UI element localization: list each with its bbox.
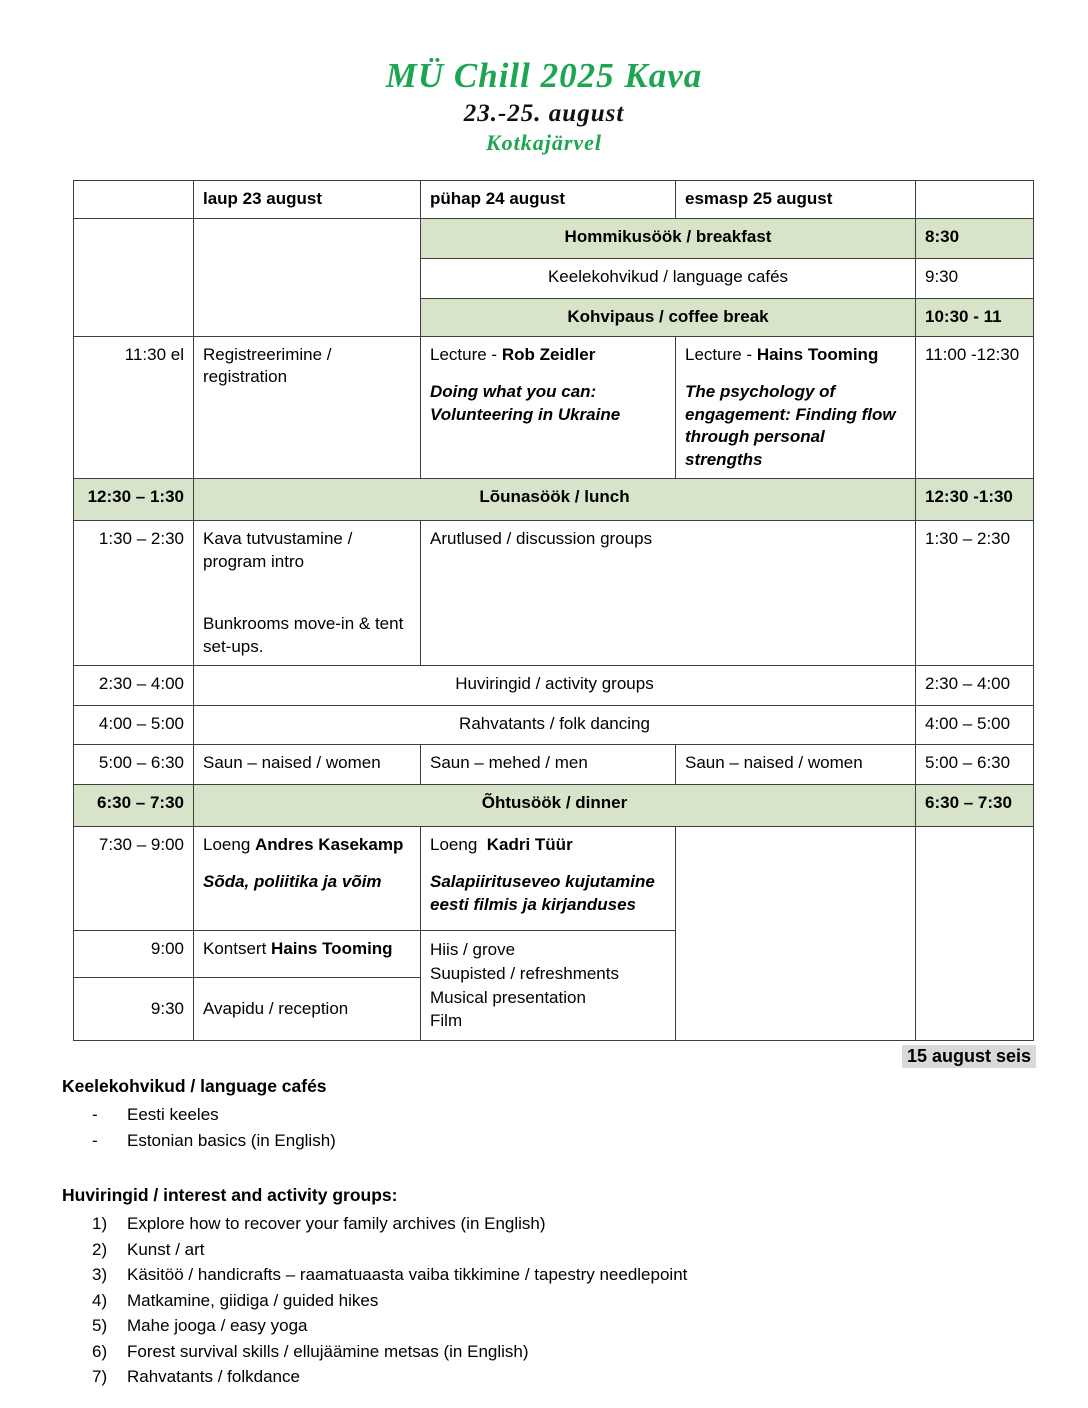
list-number: 2) xyxy=(92,1239,108,1259)
registration-time-left: 11:30 el xyxy=(74,337,194,479)
lecture-hains-tooming-cell xyxy=(676,337,916,479)
concert-cell xyxy=(194,930,421,977)
evening-lectures-time-left: 7:30 – 9:00 xyxy=(74,826,194,930)
lunch-cell: Lõunasöök / lunch xyxy=(194,479,916,521)
loeng-prefix: Loeng xyxy=(203,834,255,854)
grove-cell xyxy=(421,930,676,1040)
lunch-time-right: 12:30 -1:30 xyxy=(916,479,1034,521)
activity-groups-row xyxy=(74,665,1034,705)
grove-line: Hiis / grove xyxy=(430,939,516,959)
concert-speaker: Hains Tooming xyxy=(271,938,393,958)
document-header xyxy=(0,0,1088,156)
list-number: 4) xyxy=(92,1290,108,1310)
header-monday: esmasp 25 august xyxy=(676,181,916,219)
list-item-text: Forest survival skills / ellujäämine metsas (in English) xyxy=(127,1341,529,1361)
program-intro-row xyxy=(74,521,1034,666)
list-item-text: Mahe jooga / easy yoga xyxy=(127,1316,308,1336)
activity-groups-cell: Huviringid / activity groups xyxy=(194,665,916,705)
list-item-text: Rahvatants / folkdance xyxy=(127,1367,300,1387)
breakfast-row xyxy=(74,219,1034,259)
list-item-text: Käsitöö / handicrafts – raamatuaasta vaiba tikkimine / tapestry needlepoint xyxy=(127,1265,688,1285)
list-item-text: Eesti keeles xyxy=(127,1105,219,1125)
folk-dancing-row xyxy=(74,705,1034,744)
sauna-time-left: 5:00 – 6:30 xyxy=(74,744,194,784)
program-intro-time-right: 1:30 – 2:30 xyxy=(916,521,1034,666)
breakfast-cell: Hommikusöök / breakfast xyxy=(421,219,916,259)
language-cafes-heading: Keelekohvikud / language cafés xyxy=(62,1076,327,1097)
sauna-sunday-cell: Saun – mehed / men xyxy=(421,744,676,784)
loeng-title: Sõda, poliitika ja võim xyxy=(203,872,382,892)
evening-lectures-row xyxy=(74,826,1034,930)
list-item xyxy=(62,1128,1088,1154)
list-number: 6) xyxy=(92,1341,108,1361)
program-intro-time-left: 1:30 – 2:30 xyxy=(74,521,194,666)
activity-groups-heading: Huviringid / interest and activity groups: xyxy=(62,1185,398,1206)
page-title: MÜ Chill 2025 Kava xyxy=(385,56,703,95)
activity-groups-section xyxy=(62,1185,1088,1390)
loeng-andres-kasekamp-cell xyxy=(194,826,421,930)
list-number: 7) xyxy=(92,1367,108,1387)
morning-empty-saturday-cell xyxy=(194,219,421,337)
folk-dancing-time-left: 4:00 – 5:00 xyxy=(74,705,194,744)
morning-empty-time-cell xyxy=(74,219,194,337)
location: Kotkajärvel xyxy=(485,130,603,155)
coffee-break-cell: Kohvipaus / coffee break xyxy=(421,299,916,337)
lecture-title: The psychology of engagement: Finding flow through personal strengths xyxy=(685,382,896,469)
evening-empty-time-cell xyxy=(916,826,1034,1040)
list-item xyxy=(62,1339,1088,1365)
schedule-table xyxy=(73,180,1034,1041)
registration-row xyxy=(74,337,1034,479)
loeng-title: Salapiirituseveo kujutamine eesti filmis ja kirjanduses xyxy=(430,872,655,914)
loeng-speaker: Kadri Tüür xyxy=(486,834,573,854)
loeng-kadri-tuur-cell xyxy=(421,826,676,930)
list-item xyxy=(62,1237,1088,1263)
language-cafes-cell: Keelekohvikud / language cafés xyxy=(421,259,916,299)
activity-groups-time-left: 2:30 – 4:00 xyxy=(74,665,194,705)
discussion-groups-cell: Arutlused / discussion groups xyxy=(421,521,916,666)
program-intro-line2: Bunkrooms move-in & tent set-ups. xyxy=(203,614,404,656)
header-empty-time-right xyxy=(916,181,1034,219)
grove-line: Film xyxy=(430,1011,463,1031)
registration-cell: Registreerimine / registration xyxy=(194,337,421,479)
dinner-row xyxy=(74,784,1034,826)
header-sunday: pühap 24 august xyxy=(421,181,676,219)
lecture-rob-zeidler-cell xyxy=(421,337,676,479)
list-item xyxy=(62,1262,1088,1288)
header-saturday: laup 23 august xyxy=(194,181,421,219)
program-intro-cell xyxy=(194,521,421,666)
list-number: 3) xyxy=(92,1265,108,1285)
breakfast-time: 8:30 xyxy=(916,219,1034,259)
sauna-saturday-cell: Saun – naised / women xyxy=(194,744,421,784)
grove-line: Suupisted / refreshments xyxy=(430,963,619,983)
schedule-table-wrapper xyxy=(73,180,1088,1041)
dinner-time-right: 6:30 – 7:30 xyxy=(916,784,1034,826)
loeng-prefix: Loeng xyxy=(430,834,482,854)
list-item xyxy=(62,1102,1088,1128)
lecture-title: Doing what you can: Volunteering in Ukraine xyxy=(430,382,621,424)
lecture-speaker: Hains Tooming xyxy=(756,345,879,364)
activity-groups-list xyxy=(62,1211,1088,1390)
folk-dancing-cell: Rahvatants / folk dancing xyxy=(194,705,916,744)
grove-line: Musical presentation xyxy=(430,987,586,1007)
list-item xyxy=(62,1313,1088,1339)
sauna-time-right: 5:00 – 6:30 xyxy=(916,744,1034,784)
list-item xyxy=(62,1211,1088,1237)
language-cafes-time: 9:30 xyxy=(916,259,1034,299)
reception-cell: Avapidu / reception xyxy=(194,977,421,1040)
list-item-text: Explore how to recover your family archives (in English) xyxy=(127,1214,546,1234)
lecture-prefix: Lecture - xyxy=(685,345,757,364)
date-range: 23.-25. august xyxy=(463,100,625,127)
status-note: 15 august seis xyxy=(902,1045,1036,1068)
dinner-time-left: 6:30 – 7:30 xyxy=(74,784,194,826)
lunch-row xyxy=(74,479,1034,521)
program-intro-line1: Kava tutvustamine / program intro xyxy=(203,529,353,571)
concert-prefix: Kontsert xyxy=(203,938,272,958)
bullet-dash: - xyxy=(92,1130,98,1150)
list-number: 1) xyxy=(92,1214,108,1234)
list-item-text: Estonian basics (in English) xyxy=(127,1130,336,1150)
bullet-dash: - xyxy=(92,1105,98,1125)
list-item-text: Kunst / art xyxy=(127,1239,205,1259)
lecture-prefix: Lecture - xyxy=(430,345,502,364)
list-item xyxy=(62,1364,1088,1390)
lunch-time-left: 12:30 – 1:30 xyxy=(74,479,194,521)
coffee-break-time: 10:30 - 11 xyxy=(916,299,1034,337)
language-cafes-list xyxy=(62,1102,1088,1153)
lecture-speaker: Rob Zeidler xyxy=(501,345,596,364)
activity-groups-time-right: 2:30 – 4:00 xyxy=(916,665,1034,705)
list-item xyxy=(62,1288,1088,1314)
language-cafes-section xyxy=(62,1076,1088,1153)
concert-time: 9:00 xyxy=(74,930,194,977)
list-number: 5) xyxy=(92,1316,108,1336)
list-item-text: Matkamine, giidiga / guided hikes xyxy=(127,1290,379,1310)
sauna-monday-cell: Saun – naised / women xyxy=(676,744,916,784)
folk-dancing-time-right: 4:00 – 5:00 xyxy=(916,705,1034,744)
evening-empty-monday-cell xyxy=(676,826,916,1040)
header-row xyxy=(74,181,1034,219)
loeng-speaker: Andres Kasekamp xyxy=(255,834,404,854)
header-empty-time xyxy=(74,181,194,219)
reception-time: 9:30 xyxy=(74,977,194,1040)
sauna-row xyxy=(74,744,1034,784)
dinner-cell: Õhtusöök / dinner xyxy=(194,784,916,826)
registration-time-right: 11:00 -12:30 xyxy=(916,337,1034,479)
